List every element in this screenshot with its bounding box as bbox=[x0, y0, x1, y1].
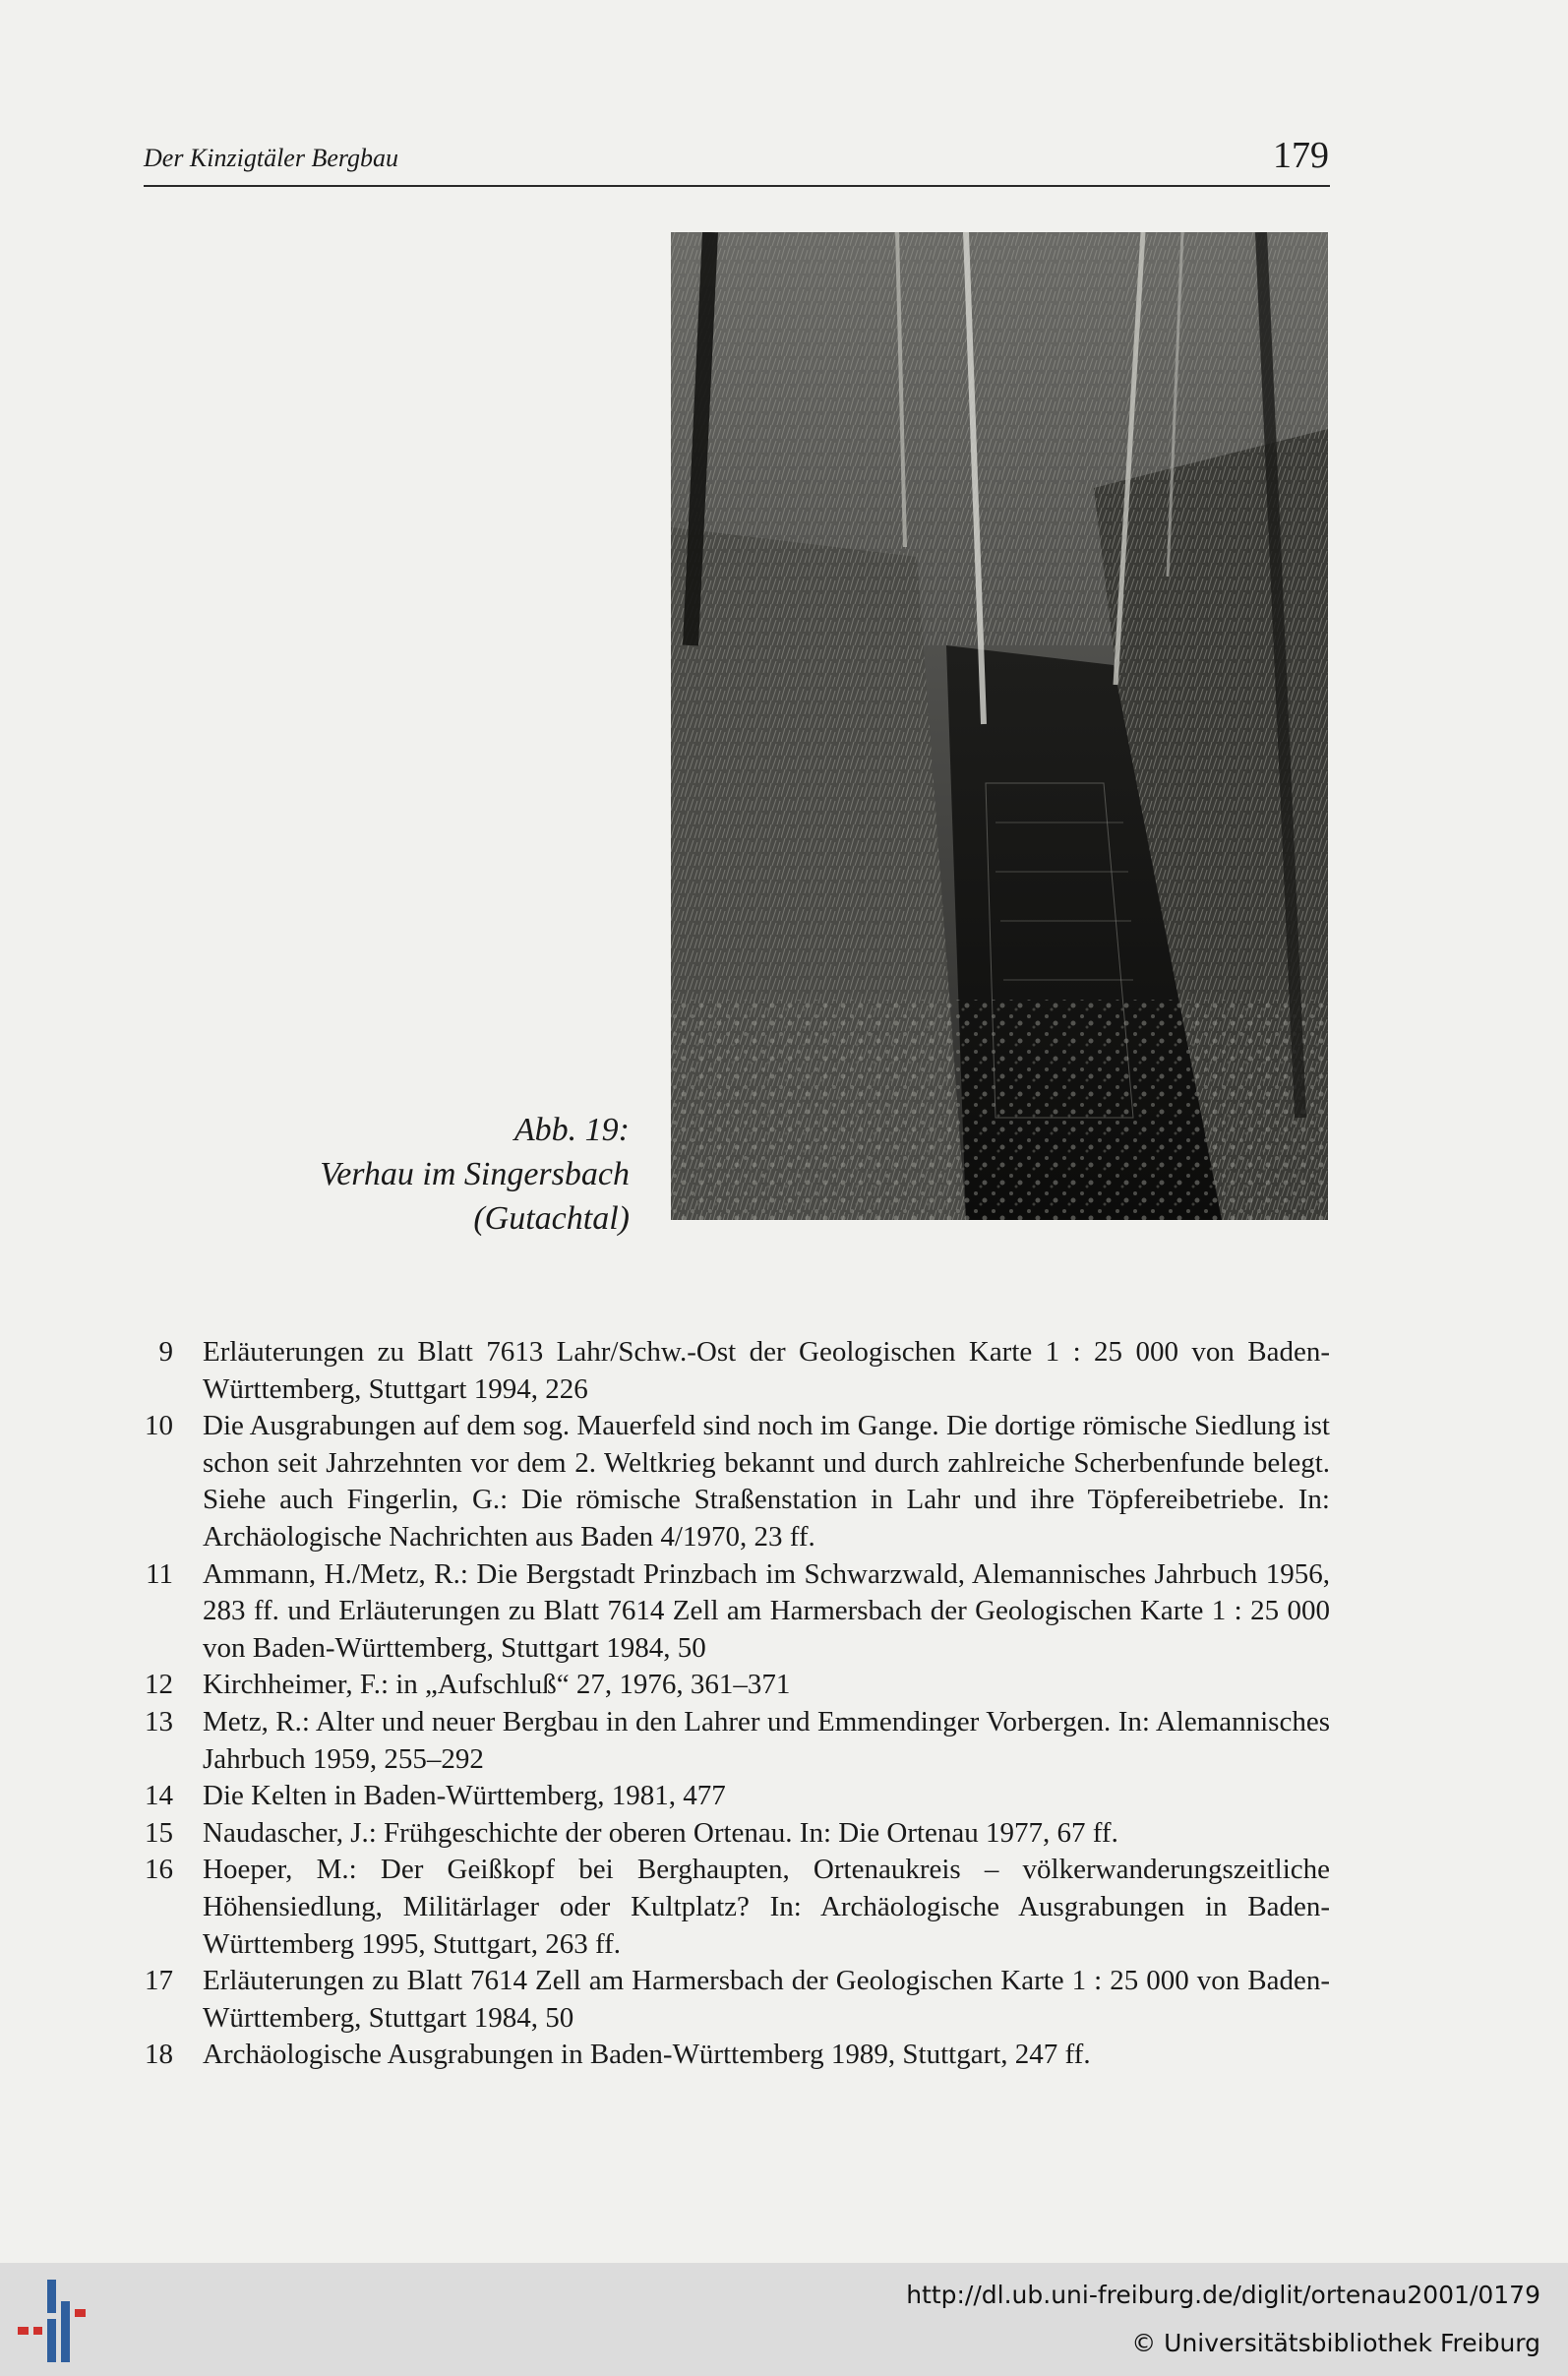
figure-caption bbox=[236, 1108, 630, 1241]
footnote-text: Metz, R.: Alter und neuer Bergbau in den Lahrer und Emmendinger Vorbergen. In: Alemannisches Jahrbuch 1959, 255–292 bbox=[203, 1705, 1330, 1775]
footnote bbox=[144, 1556, 1330, 1668]
footnote-number: 17 bbox=[145, 1965, 173, 1997]
footnote bbox=[144, 1815, 1330, 1853]
footnote bbox=[144, 1667, 1330, 1704]
footnote-text: Die Kelten in Baden-Württemberg, 1981, 477 bbox=[203, 1780, 726, 1812]
figure-photo bbox=[671, 232, 1328, 1220]
caption-line: Verhau im Singersbach bbox=[320, 1156, 630, 1192]
caption-line: Abb. 19: bbox=[513, 1112, 630, 1148]
header-rule bbox=[144, 185, 1330, 187]
footnote bbox=[144, 2037, 1330, 2074]
caption-line: (Gutachtal) bbox=[473, 1200, 630, 1237]
copyright-notice: © Universitätsbibliothek Freiburg bbox=[1131, 2329, 1540, 2357]
footnote-number: 11 bbox=[146, 1557, 173, 1590]
footnote-number: 18 bbox=[145, 2039, 173, 2071]
footnote bbox=[144, 1852, 1330, 1963]
footnote-text: Erläuterungen zu Blatt 7613 Lahr/Schw.-Ost der Geologischen Karte 1 : 25 000 von Baden-Württemberg, Stuttgart 1994, 226 bbox=[203, 1336, 1330, 1405]
footnote-number: 12 bbox=[145, 1669, 173, 1701]
footnote-number: 15 bbox=[145, 1816, 173, 1849]
footnote-number: 14 bbox=[145, 1780, 173, 1812]
footnote-text: Kirchheimer, F.: in „Aufschluß“ 27, 1976, 361–371 bbox=[203, 1669, 791, 1701]
footnote bbox=[144, 1334, 1330, 1408]
footnote-number: 13 bbox=[145, 1705, 173, 1737]
page-number: 179 bbox=[1273, 135, 1329, 176]
footnote-text: Erläuterungen zu Blatt 7614 Zell am Harmersbach der Geologischen Karte 1 : 25 000 von Baden-Württemberg, Stuttgart 1984, 50 bbox=[203, 1965, 1330, 2034]
footnote bbox=[144, 1778, 1330, 1815]
footnote-number: 9 bbox=[158, 1336, 173, 1368]
footnote bbox=[144, 1408, 1330, 1555]
footnote-text: Archäologische Ausgrabungen in Baden-Württemberg 1989, Stuttgart, 247 ff. bbox=[203, 2039, 1091, 2071]
library-logo-icon bbox=[18, 2280, 96, 2362]
footnote-number: 10 bbox=[145, 1410, 173, 1442]
footnote-text: Naudascher, J.: Frühgeschichte der oberen Ortenau. In: Die Ortenau 1977, 67 ff. bbox=[203, 1816, 1118, 1849]
footnote bbox=[144, 1963, 1330, 2037]
footnote-text: Hoeper, M.: Der Geißkopf bei Berghaupten, Ortenaukreis – völkerwanderungszeitliche Höhensiedlung, Militärlager oder Kultplatz? In: Archäologische Ausgrabungen in Baden-Württemberg 1995, Stuttgart, 263 ff. bbox=[203, 1854, 1330, 1960]
footnote-text: Die Ausgrabungen auf dem sog. Mauerfeld sind noch im Gange. Die dortige römische Siedlung ist schon seit Jahrzehnten vor dem 2. Weltkrieg bekannt und durch zahlreiche Scherbenfunde belegt. Siehe auch Fingerlin, G.: Die römische Straßenstation in Lahr und ihre Töpfereibetriebe. In: Archäologische Nachrichten aus Baden 4/1970, 23 ff. bbox=[203, 1410, 1330, 1553]
footnote-number: 16 bbox=[145, 1854, 173, 1886]
running-title: Der Kinzigtäler Bergbau bbox=[144, 144, 399, 172]
footnotes-list bbox=[144, 1334, 1330, 2074]
permalink-url[interactable]: http://dl.ub.uni-freiburg.de/diglit/ortenau2001/0179 bbox=[906, 2281, 1540, 2309]
footnote-text: Ammann, H./Metz, R.: Die Bergstadt Prinzbach im Schwarzwald, Alemannisches Jahrbuch 1956, 283 ff. und Erläuterungen zu Blatt 7614 Zell am Harmersbach der Geologischen Karte 1 : 25 000 von Baden-Württemberg, Stuttgart 1984, 50 bbox=[203, 1557, 1330, 1664]
footnote bbox=[144, 1704, 1330, 1778]
